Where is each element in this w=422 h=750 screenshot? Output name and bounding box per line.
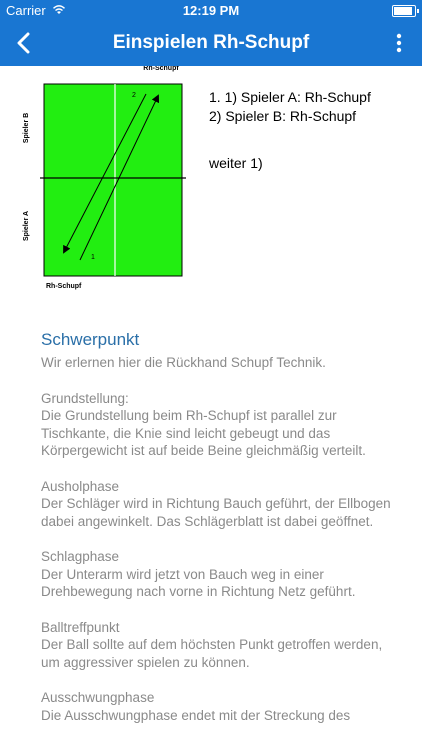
diagram-bottom-label: Rh-Schupf — [46, 283, 82, 290]
section-heading: Schwerpunkt — [41, 330, 140, 349]
section-balltreffpunkt — [41, 619, 391, 672]
arrow-1-label: 1 — [91, 254, 95, 261]
intro-text: Wir erlernen hier die Rückhand Schupf Technik. — [41, 355, 326, 370]
arrow-2-label: 2 — [132, 92, 136, 99]
step-2: 2) Spieler B: Rh-Schupf — [209, 108, 357, 124]
section-title: Ausschwungphase — [41, 690, 155, 705]
more-menu-button[interactable] — [382, 26, 416, 60]
section-body: Die Grundstellung beim Rh-Schupf ist parallel zur Tischkante, die Knie sind leicht gebeugt und das Körpergewicht ist auf beide Beine gleichmäßig verteilt. — [41, 408, 366, 458]
section-title: Schlagphase — [41, 549, 120, 564]
description — [41, 330, 391, 742]
nav-bar — [0, 20, 422, 66]
more-vertical-icon — [396, 33, 402, 53]
section-ausholphase — [41, 478, 391, 531]
diagram-left-top-label: Spieler B — [23, 112, 30, 144]
section-body: Der Unterarm wird jetzt von Bauch weg in einer Drehbewegung nach vorne in Richtung Netz geführt. — [41, 566, 356, 599]
section-body: Der Schläger wird in Richtung Bauch geführt, der Ellbogen dabei angewinkelt. Das Schlägerblatt ist dabei geöffnet. — [41, 496, 391, 529]
chevron-left-icon — [16, 32, 30, 54]
carrier-label: Carrier — [6, 3, 46, 18]
table-surface — [44, 84, 182, 276]
section-title: Grundstellung: — [41, 390, 129, 406]
step-list — [209, 88, 409, 173]
step-1: 1. 1) Spieler A: Rh-Schupf — [209, 89, 371, 105]
step-continue: weiter 1) — [209, 155, 263, 171]
section-grundstellung — [41, 390, 391, 460]
battery-icon — [392, 5, 416, 17]
section-schlagphase — [41, 548, 391, 601]
section-ausschwungphase — [41, 689, 391, 724]
section-body: Die Ausschwungphase endet mit der Streckung des — [41, 707, 351, 723]
back-button[interactable] — [6, 26, 40, 60]
diagram-top-label: Rh-Schupf — [143, 66, 179, 72]
table-diagram — [18, 66, 198, 296]
page-title: Einspielen Rh-Schupf — [112, 32, 310, 53]
diagram-left-bottom-label: Spieler A — [23, 210, 30, 242]
status-bar — [0, 0, 422, 20]
clock: 12:19 PM — [182, 3, 240, 18]
section-title: Ausholphase — [41, 478, 120, 494]
section-title: Balltreffpunkt — [41, 619, 120, 635]
section-body: Der Ball sollte auf dem höchsten Punkt getroffen werden, um aggressiver spielen zu können. — [41, 637, 383, 670]
